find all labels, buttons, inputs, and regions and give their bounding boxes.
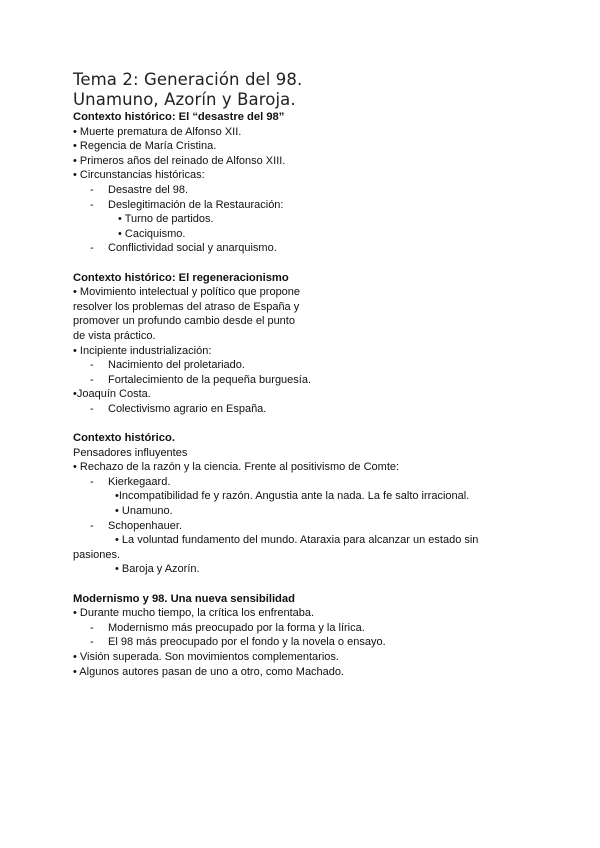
bullet-item: •Joaquín Costa. [73,388,151,401]
dash-marker: - [90,636,94,649]
bullet-item: • Regencia de María Cristina. [73,140,217,153]
sub-bullet-item: • Baroja y Azorín. [115,563,200,576]
section-heading-modernismo: Modernismo y 98. Una nueva sensibilidad [73,592,295,605]
dash-marker: - [90,621,94,634]
dash-item-text: Conflictividad social y anarquismo. [108,242,277,255]
document [73,70,543,679]
dash-marker: - [90,198,94,211]
bullet-item: • Algunos autores pasan de uno a otro, como Machado. [73,665,345,678]
dash-marker: - [90,475,94,488]
bullet-continuation: resolver los problemas del atraso de España y [73,300,300,313]
dash-item [73,402,543,417]
dash-item-text: Deslegitimación de la Restauración: [108,198,284,211]
dash-item-text: Kierkegaard. [108,475,171,488]
section-heading-regeneracionismo: Contexto histórico: El regeneracionismo [73,271,289,284]
sub-bullet-item: •Incompatibilidad fe y razón. Angustia ante la nada. La fe salto irracional. [115,490,470,503]
dash-item-text: Desastre del 98. [108,183,189,196]
dash-marker: - [90,359,94,372]
bullet-item: • Visión superada. Son movimientos complementarios. [73,650,339,663]
dash-item-text: Colectivismo agrario en España. [108,402,267,415]
bullet-continuation: promover un profundo cambio desde el punto [73,315,295,328]
dash-marker: - [90,519,94,532]
dash-item [73,475,543,490]
section-subheading: Pensadores influyentes [73,446,188,459]
bullet-item: • Durante mucho tiempo, la crítica los enfrentaba. [73,607,315,620]
dash-marker: - [90,373,94,386]
dash-item [73,241,543,256]
dash-item [73,198,543,213]
bullet-item: • Primeros años del reinado de Alfonso XIII. [73,154,286,167]
bullet-item: • Movimiento intelectual y político que propone [73,286,301,299]
dash-item [73,519,543,534]
document-title-line-2: Unamuno, Azorín y Baroja. [73,90,296,109]
bullet-item: • Rechazo de la razón y la ciencia. Frente al positivismo de Comte: [73,461,400,474]
dash-item [73,373,543,388]
dash-item-text: El 98 más preocupado por el fondo y la novela o ensayo. [108,636,386,649]
dash-item [73,635,543,650]
document-title-line-1: Tema 2: Generación del 98. [73,70,303,89]
sub-bullet-item: • Unamuno. [115,505,173,518]
sub-bullet-continuation: pasiones. [73,548,121,561]
dash-item-text: Schopenhauer. [108,519,183,532]
dash-item [73,358,543,373]
dash-marker: - [90,183,94,196]
dash-item-text: Modernismo más preocupado por la forma y la lírica. [108,621,365,634]
bullet-item: • Circunstancias históricas: [73,169,205,182]
sub-bullet-item: • La voluntad fundamento del mundo. Ataraxia para alcanzar un estado sin [115,534,479,547]
section-heading-pensadores: Contexto histórico. [73,432,175,445]
spacer [73,416,543,431]
spacer [73,256,543,271]
dash-item-text: Fortalecimiento de la pequeña burguesía. [108,373,312,386]
spacer [73,577,543,592]
section-heading-desastre: Contexto histórico: El “desastre del 98” [73,111,285,123]
dash-marker: - [90,402,94,415]
dash-item [73,621,543,636]
sub-bullet-item: • Turno de partidos. [118,213,214,226]
dash-marker: - [90,242,94,255]
bullet-item: • Incipiente industrialización: [73,344,212,357]
sub-bullet-item: • Caciquismo. [118,227,186,240]
bullet-item: • Muerte prematura de Alfonso XII. [73,125,242,138]
dash-item-text: Nacimiento del proletariado. [108,359,245,372]
dash-item [73,183,543,198]
bullet-continuation: de vista práctico. [73,329,156,342]
